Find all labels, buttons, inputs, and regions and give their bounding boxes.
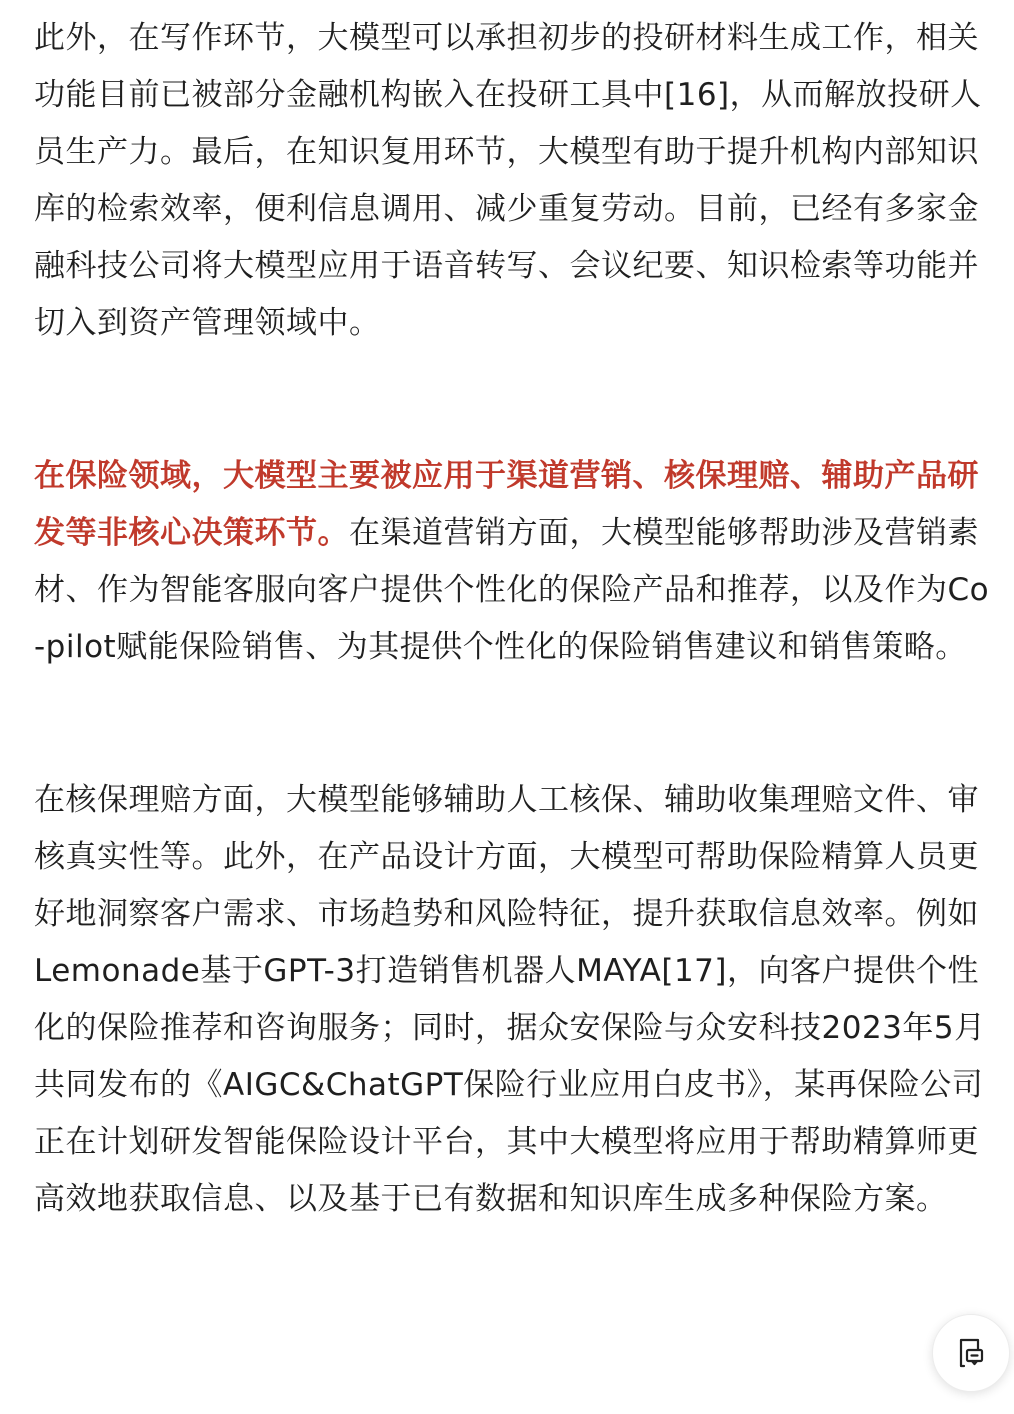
paragraph-text: 在渠道营销方面，大模型能够帮助涉及营销素材、作为智能客服向客户提供个性化的保险产品和推荐，以及作为Co-pilot赋能保险销售、为其提供个性化的保险销售建议和销售策略。 xyxy=(34,515,990,665)
paragraph-highlight: 在保险领域，大模型主要被应用于渠道营销、核保理赔、辅助产品研发等非核心决策环节。 xyxy=(34,458,979,551)
floating-comment-button[interactable] xyxy=(932,1314,1010,1392)
paragraph-text: 在核保理赔方面，大模型能够辅助人工核保、辅助收集理赔文件、审核真实性等。此外，在产品设计方面，大模型可帮助保险精算人员更好地洞察客户需求、市场趋势和风险特征，提升获取信息效率。例如Lemonade基于GPT-3打造销售机器人MAYA[17]，向客户提供个性化的保险推荐和咨询服务；同时，据众安保险与众安科技2023年5月共同发布的《AIGC&ChatGPT保险行业应用白皮书》，某再保险公司正在计划研发智能保险设计平台，其中大模型将应用于帮助精算师更高效地获取信息、以及基于已有数据和知识库生成多种保险方案。 xyxy=(34,782,986,1217)
article-body xyxy=(34,10,994,1228)
paragraph-asset-management xyxy=(34,10,994,352)
paragraph-underwriting-claims xyxy=(34,772,994,1228)
paragraph-text: 此外，在写作环节，大模型可以承担初步的投研材料生成工作，相关功能目前已被部分金融机构嵌入在投研工具中[16]，从而解放投研人员生产力。最后，在知识复用环节，大模型有助于提升机构内部知识库的检索效率，便利信息调用、减少重复劳动。目前，已经有多家金融科技公司将大模型应用于语音转写、会议纪要、知识检索等功能并切入到资产管理领域中。 xyxy=(34,20,982,341)
paragraph-insurance-overview xyxy=(34,448,994,676)
comment-note-icon xyxy=(954,1336,988,1370)
